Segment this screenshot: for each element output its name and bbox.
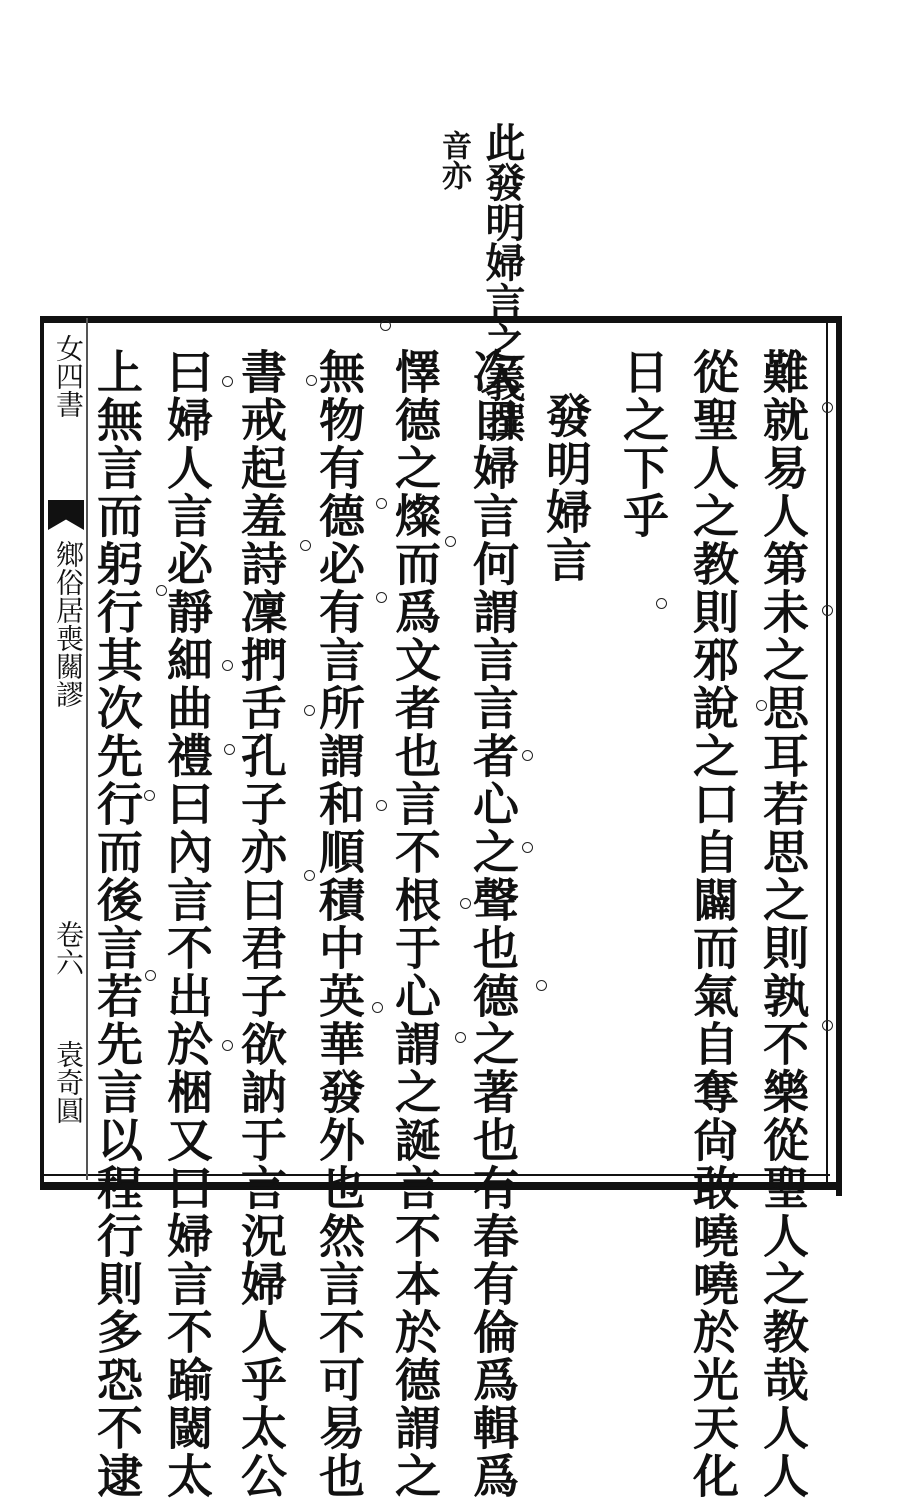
punctuation-circle xyxy=(822,605,833,616)
frame-right-inner-border xyxy=(826,322,828,1190)
punctuation-circle xyxy=(376,592,387,603)
frame-top-border xyxy=(40,316,840,323)
punctuation-circle xyxy=(822,402,833,413)
punctuation-circle xyxy=(376,800,387,811)
punctuation-circle xyxy=(304,870,315,881)
gutter-section-title: 鄉俗居喪關謬 xyxy=(52,540,85,708)
punctuation-circle xyxy=(376,498,387,509)
punctuation-circle xyxy=(306,375,317,386)
punctuation-circle xyxy=(380,320,391,331)
text-column-3: 日之下乎 xyxy=(616,348,670,540)
punctuation-circle xyxy=(522,750,533,761)
text-column-5: 次曰婦言何謂言言者心之聲也德之著也有春有倫爲輯爲 xyxy=(466,348,520,1500)
punctuation-circle xyxy=(536,980,547,991)
margin-note-line-2: 音亦 xyxy=(436,130,471,190)
punctuation-circle xyxy=(656,598,667,609)
section-heading: 發明婦言 xyxy=(539,392,593,584)
margin-note-line-1: 此發明婦言之義撰 xyxy=(479,122,526,442)
gutter-book-title: 女四書 xyxy=(52,334,85,418)
punctuation-circle xyxy=(144,790,155,801)
punctuation-circle xyxy=(224,744,235,755)
punctuation-circle xyxy=(522,842,533,853)
punctuation-circle xyxy=(822,1020,833,1031)
punctuation-circle xyxy=(445,536,456,547)
punctuation-circle xyxy=(145,970,156,981)
punctuation-circle xyxy=(156,585,167,596)
punctuation-circle xyxy=(372,1002,383,1013)
punctuation-circle xyxy=(222,1040,233,1051)
gutter-juan-number: 卷六 xyxy=(52,920,85,976)
fish-tail-mark xyxy=(48,500,84,530)
punctuation-circle xyxy=(756,700,767,711)
punctuation-circle xyxy=(222,660,233,671)
punctuation-circle xyxy=(460,898,471,909)
frame-left-border xyxy=(40,316,44,1190)
punctuation-circle xyxy=(222,376,233,387)
punctuation-circle xyxy=(304,705,315,716)
text-column-7: 無物有德必有言所謂和順積中英華發外也然言不可易也 xyxy=(312,348,366,1500)
punctuation-circle xyxy=(300,540,311,551)
text-column-10: 上無言而躬行其次先行而後言若先言以程行則多恐不逮 xyxy=(90,348,144,1500)
text-column-2: 從聖人之教則邪說之口自闢而氣自奪尙敢嘵嘵於光天化 xyxy=(686,348,740,1500)
text-column-1: 難就易人第未之思耳若思之則孰不樂從聖人之教哉人人 xyxy=(756,348,810,1500)
text-column-9: 曰婦人言必靜細曲禮曰內言不出於梱又曰婦言不踰閾太 xyxy=(160,348,214,1500)
gutter-publisher: 袁奇圓 xyxy=(52,1040,85,1124)
text-column-8: 書戒起羞詩凜捫舌孔子亦曰君子欲訥于言況婦人乎太公 xyxy=(234,348,288,1500)
text-column-6: 懌德之燦而爲文者也言不根于心謂之誕言不本於德謂之 xyxy=(388,348,442,1500)
punctuation-circle xyxy=(455,1032,466,1043)
frame-right-border xyxy=(836,316,842,1196)
